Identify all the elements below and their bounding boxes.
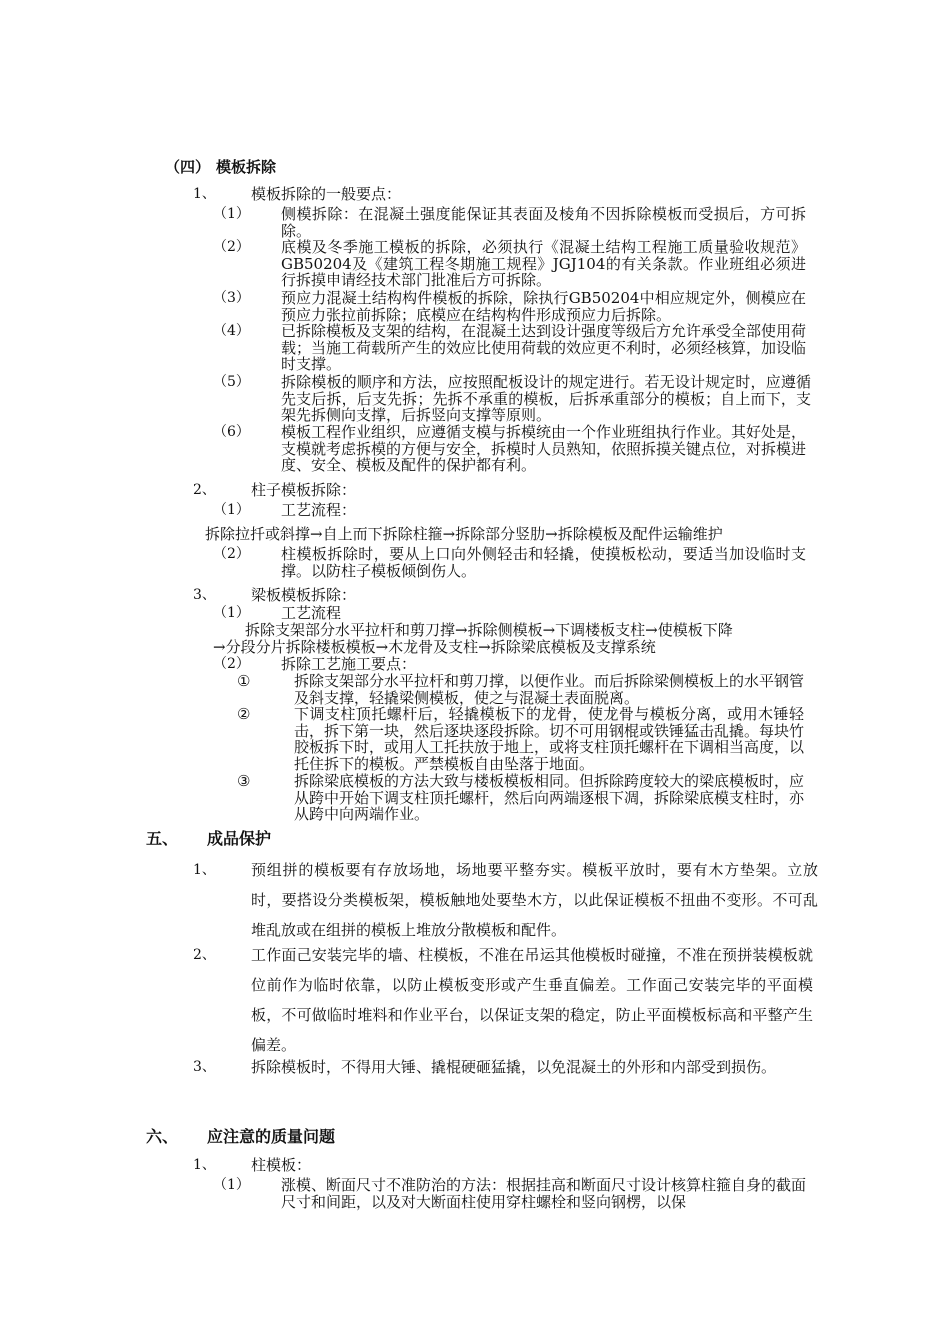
sub-text: 模板工程作业组织，应遵循支模与拆模统由一个作业班组执行作业。其好处是，支模就考虑拆模的方便与安全，拆模时人员熟知，依照拆摸关键点位，对拆模进度、安全、模板及配件的保护都有利。 [281,423,807,474]
sub-number: （1） [213,502,250,518]
process-flow: 拆除拉扦或斜撑→自上而下拆除柱箍→拆除部分竖肋→拆除模板及配件运输维护 [205,525,723,543]
sub-text: 侧模拆除：在混凝土强度能保证其表面及棱角不因拆除模板而受损后，方可拆除。 [281,205,806,240]
item-number: 3、 [193,1059,216,1075]
item-title: 柱模板： [251,1156,312,1174]
sub-number: （1） [213,206,250,222]
section4-number: （四） [165,158,211,176]
point-number: ② [237,705,251,723]
item-text: 拆除模板时，不得用大锤、撬棍硬砸猛撬，以免混凝土的外形和内部受到损伤。 [251,1058,777,1076]
item-number: 1、 [193,1157,216,1173]
sub-number: （1） [213,605,250,621]
item-title: 模板拆除的一般要点： [251,185,402,203]
point-number: ① [237,672,251,690]
sub-text: 柱模板拆除时，要从上口向外侧轻击和轻撬，使摸板松动，要适当加设临时支撑。以防柱子模板倾倒伤人。 [281,545,806,580]
sub-number: （2） [213,656,250,672]
point-number: ③ [237,772,251,790]
process-flow-line1: 拆除支架部分水平拉杆和剪刀撑→拆除侧模板→下调楼板支柱→使模板下降 [245,621,733,639]
sub-title: 拆除工艺施工要点： [281,655,417,673]
sub-number: （2） [213,546,250,562]
sub-number: （3） [213,290,250,306]
sub-number: （4） [213,323,250,339]
item-title: 梁板模板拆除： [251,586,357,604]
process-flow-line2: →分段分片拆除楼板模板→木龙骨及支柱→拆除梁底模板及支撑系统 [213,638,656,656]
item-number: 2、 [193,482,216,498]
sub-text: 预应力混凝土结构构件模板的拆除，除执行GB50204中相应规定外，侧模应在预应力张拉前拆除；底模应在结构构件形成预应力后拆除。 [281,289,806,324]
item-text: 预组拼的模板要有存放场地，场地要平整夯实。模板平放时，要有木方垫架。立放时，要搭设分类模板架，模板触地处要垫木方，以此保证模板不扭曲不变形。不可乱堆乱放或在组拼的模板上堆放分散模板和配件。 [251,861,818,939]
sub-number: （2） [213,239,250,255]
section5-title: 成品保护 [207,829,272,848]
sub-number: （5） [213,374,250,390]
item-number: 2、 [193,947,216,963]
sub-number: （1） [213,1177,250,1193]
section6-title: 应注意的质量问题 [207,1127,336,1146]
sub-text: 底模及冬季施工模板的拆除，必须执行《混凝土结构工程施工质量验收规范》GB50204及《建筑工程冬期施工规程》JGJ104的有关条款。作业班组必须进行拆摸申请经技术部门批准后方可拆除。 [281,238,806,289]
section6-number: 六、 [146,1127,179,1146]
sub-text: 涨模、断面尺寸不准防治的方法：根据挂高和断面尺寸设计核算柱箍自身的截面尺寸和间距，以及对大断面柱使用穿柱螺栓和竖向钢楞，以保 [281,1176,807,1211]
section4-title: 模板拆除 [216,158,277,176]
section5-number: 五、 [146,829,179,848]
item-number: 1、 [193,862,216,878]
item-title: 柱子模板拆除： [251,481,357,499]
sub-text: 已拆除模板及支架的结构，在混凝土达到设计强度等级后方允许承受全部使用荷载；当施工荷载所产生的效应比使用荷载的效应更不利时，必须经核算，加设临时支撑。 [281,322,807,373]
point-text: 拆除支架部分水平拉杆和剪刀撑，以便作业。而后拆除梁侧模板上的水平钢管及斜支撑，轻撬梁侧模板，使之与混凝土表面脱离。 [294,672,805,707]
item-number: 1、 [193,186,216,202]
sub-title: 工艺流程 [281,604,342,622]
point-text: 下调支柱顶托螺杆后，轻撬模板下的龙骨，使龙骨与模板分离，或用木锤轻击，拆下第一块，然后逐块逐段拆除。切不可用钢棍或铁锤猛击乱撬。每块竹胶板拆下时，或用人工托扶放于地上，或将支柱顶托螺杆在下调相当高度，以托住拆下的模板。严禁模板自由坠落于地面。 [294,705,805,773]
sub-title: 工艺流程： [281,501,357,519]
point-text: 拆除梁底模板的方法大致与楼板模板相同。但拆除跨度较大的梁底模板时，应从跨中开始下调支柱顶托螺杆，然后向两端逐根下凋，拆除梁底模支柱时，亦从跨中向两端作业。 [294,772,805,823]
sub-number: （6） [213,424,250,440]
item-number: 3、 [193,587,216,603]
sub-text: 拆除模板的顺序和方法，应按照配板设计的规定进行。若无设计规定时，应遵循先支后拆，后支先拆；先拆不承重的模板，后拆承重部分的模板；自上而下，支架先拆侧向支撑，后拆竖向支撑等原则。 [281,373,811,424]
item-text: 工作面己安装完毕的墙、柱模板，不准在吊运其他模板时碰撞，不准在预拼装模板就位前作为临时依靠，以防止模板变形或产生垂直偏差。工作面己安装完毕的平面模板，不可做临时堆料和作业平台，以保证支架的稳定，防止平面模板标高和平整产生偏差。 [251,946,813,1054]
section4-heading [165,158,276,176]
